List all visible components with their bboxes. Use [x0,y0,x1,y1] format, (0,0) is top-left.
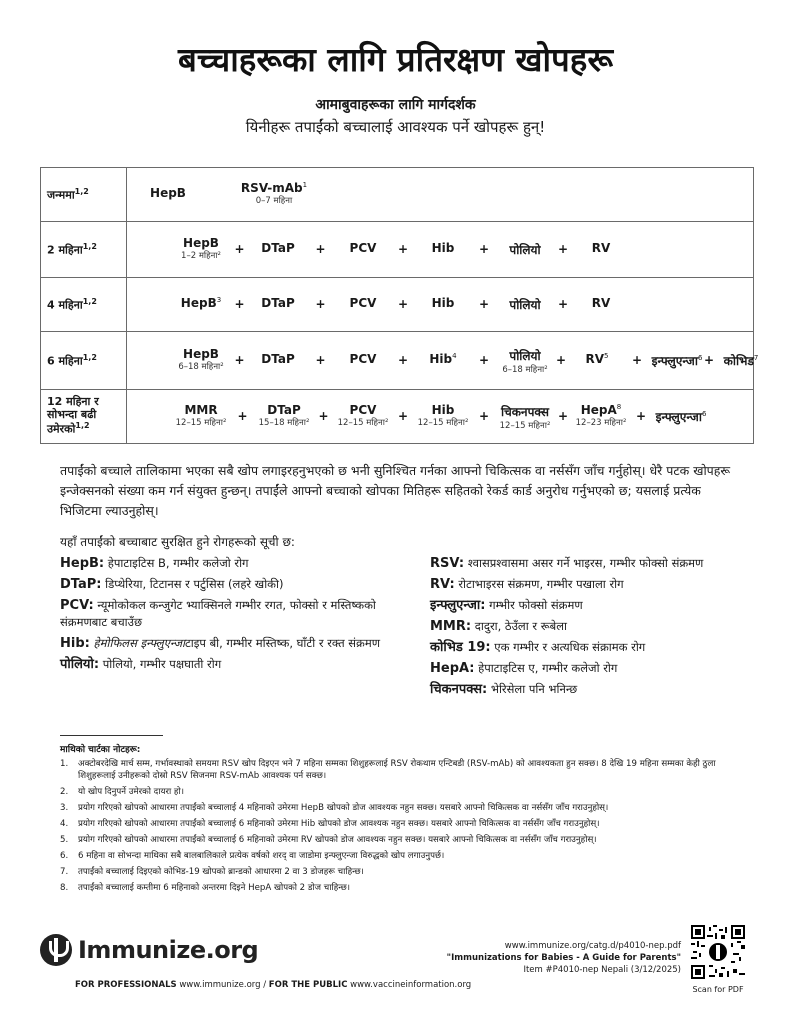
plus-icon: + [237,408,248,423]
vaccine-name: कोभिड [723,354,754,368]
vaccine-name: पोलियो [509,349,541,363]
schedule-row [41,222,753,278]
notes-heading: माथिको चार्टका नोटहरू: [60,745,141,755]
note-text: यो खोप दिनुपर्ने उमेरको दायरा हो। [78,787,184,797]
disease-name: DTaP: [60,577,102,592]
disease-item [430,639,750,656]
page-tagline: यिनीहरू तपाईंको बच्चालाई आवश्यक पर्ने खोपहरू हुन्! [245,118,546,136]
vaccine-age-range: 0–7 महिना [255,196,293,206]
vaccine-cell [586,352,609,366]
age-text: 2 महिना [47,243,83,257]
doc-title: "Immunizations for Babies - A Guide for Parents" [446,953,681,963]
vaccine-name: PCV [349,402,377,417]
vaccine-cell [656,408,707,425]
vaccine-cell [181,296,221,310]
disease-item [60,635,385,652]
vaccine-footnote: 8 [616,402,622,411]
plus-icon: + [478,242,490,256]
vaccine-name: HepB [183,236,219,250]
note-text: तपाईंको बच्चालाई कम्तीमा 6 महिनाको अन्तरमा दिइने HepA खोपको 2 डोज चाहिन्छ। [78,883,350,893]
plus-icon: + [234,297,245,311]
vaccine-name: PCV [349,352,377,366]
vaccine-schedule-table [40,167,759,444]
plus-icon: + [397,242,409,256]
age-label [41,222,127,277]
vaccine-cell [261,296,295,310]
vaccine-cell [350,241,377,255]
page-title: बच्चाहरूका लागि प्रतिरक्षण खोपहरू [178,40,613,79]
note-item [60,834,750,846]
plus-icon: + [315,242,326,256]
vaccine-cell [432,241,455,255]
plus-icon: + [631,353,643,367]
vaccine-name: PCV [349,296,377,310]
disease-item [430,618,750,635]
vaccine-name: RSV-mAb [240,181,303,195]
disease-desc: गम्भीर फोक्सो संक्रमण [489,598,583,612]
vaccine-name: पोलियो [509,298,541,312]
disease-item [60,597,385,631]
disease-name: RSV: [430,556,465,571]
age-text: 4 महिना [47,298,83,312]
vaccine-cell [338,403,389,428]
schedule-row [41,390,753,443]
schedule-row [41,168,753,222]
age-label [41,332,127,389]
vaccine-name: DTaP [261,352,295,366]
plus-icon: + [315,297,326,311]
vaccine-name: PCV [349,241,377,255]
vaccine-cell [241,181,307,206]
vaccine-footnote: 6 [701,409,707,418]
note-item [60,802,750,814]
vaccine-name: Hib [431,296,455,310]
vaccine-name: Hib [431,402,455,417]
vaccine-cell [652,352,703,369]
vaccine-name: DTaP [267,402,301,417]
vaccine-cell [259,403,310,428]
age-footnote: 1,2 [82,241,97,251]
vaccine-footnote: 3 [216,296,222,304]
vaccine-cell [350,352,377,366]
plus-icon: + [234,242,245,256]
disease-desc: श्वासप्रश्वासमा असर गर्ने भाइरस, गम्भीर फोक्सो संक्रमण [467,556,704,570]
note-text: 6 महिना वा सोभन्दा माथिका सबै बालबालिकाले प्रत्येक वर्षको शरद् वा जाडोमा इन्फ्लुएन्जा विरुद्धको खोप लगाउनुपर्छ। [78,851,445,861]
vaccine-name: RV [591,241,611,255]
plus-icon: + [234,353,245,367]
vaccine-name: RV [585,352,605,366]
vaccine-age-range: 6–18 महिना² [178,362,224,372]
vaccine-name: DTaP [261,296,295,310]
vaccine-name: MMR [184,402,218,417]
age-footnote: 1,2 [74,186,89,196]
vaccine-cell [432,296,455,310]
notes-divider [60,735,163,736]
vaccine-footnote: 5 [604,352,609,360]
vaccine-cell [350,296,377,310]
qr-label: Scan for PDF [692,985,744,994]
disease-name: HepA: [430,661,475,676]
vaccine-cell [176,403,227,428]
age-footnote: 1,2 [82,352,97,362]
disease-item [430,576,750,593]
logo-text: Immunize.org [78,936,259,964]
note-item [60,758,750,782]
vaccine-name: HepB [150,186,186,200]
disease-desc: डिप्थेरिया, टिटानस र पर्टुसिस (लहरे खोकी) [105,577,284,591]
vaccine-age-range: 12–15 महिना² [175,417,227,428]
pro-link[interactable]: www.immunize.org [179,980,261,990]
note-item [60,866,750,878]
disease-name: PCV: [60,598,94,613]
doc-item: Item #P4010-nep Nepali (3/12/2025) [523,965,681,975]
doc-url[interactable]: www.immunize.org/catg.d/p4010-nep.pdf [504,941,681,951]
disease-desc: हेपाटाइटिस B, गम्भीर कलेजो रोग [107,556,249,570]
vaccine-cell [592,241,611,255]
plus-icon: + [478,353,490,367]
plus-icon: + [315,353,326,367]
vaccine-name: Hib [429,352,453,366]
vaccine-age-range: 15–18 महिना² [258,417,310,428]
public-label: FOR THE PUBLIC [268,980,348,990]
age-label [41,390,127,443]
vaccine-footnote: 4 [452,352,457,360]
vaccine-age-range: 12–15 महिना² [417,417,469,428]
vaccine-name: DTaP [261,241,295,255]
note-number: 7. [60,867,69,877]
disease-name: RV: [430,577,455,592]
note-number: 2. [60,787,69,797]
note-number: 8. [60,883,69,893]
vaccine-footnote: 7 [753,354,759,362]
vaccine-age-range: 1–2 महिना² [181,251,221,261]
disease-name: MMR: [430,619,472,634]
vaccine-name: चिकनपक्स [500,404,549,419]
plus-icon: + [555,353,567,367]
schedule-row [41,332,759,390]
age-text: 12 महिना र सोभन्दा बढी उमेरको [47,395,99,437]
vaccine-cell [181,236,221,261]
diseases-list-left [60,555,385,677]
disease-item [60,576,385,593]
plus-icon: + [478,408,490,423]
note-text: तपाईंको बच्चालाई दिइएको कोभिड-19 खोपको ब्रान्डको आधारमा 2 वा 3 डोजहरू चाहिन्छ। [78,867,364,877]
plus-icon: + [635,408,647,423]
disease-desc: न्यूमोकोकल कन्जुगेट भ्याक्सिनले गम्भीर रगत, फोक्सो र मस्तिष्कको संक्रमणबाट बचाउँछ [60,598,376,629]
disease-item [430,597,750,614]
vaccine-cell [429,352,456,366]
note-item [60,882,750,894]
disease-desc: टाइप बी, गम्भीर मस्तिष्क, घाँटी र रक्त संक्रमण [184,636,381,650]
disease-desc: रोटाभाइरस संक्रमण, गम्भीर पखाला रोग [458,577,624,591]
diseases-list-right [430,555,750,702]
vaccine-age-range: 12–15 महिना² [499,420,551,431]
disease-name: HepB: [60,556,105,571]
disease-name: चिकनपक्स: [430,682,488,697]
footer-separator: / [263,980,267,990]
plus-icon: + [397,353,409,367]
vaccine-cell [509,241,540,258]
vaccine-cell [150,186,186,200]
vaccine-cell [592,296,611,310]
vaccine-age-range: 6–18 महिना² [502,365,548,375]
vaccine-cell [509,296,540,313]
note-number: 3. [60,803,69,813]
vaccine-name: RV [591,296,611,310]
plus-icon: + [318,408,329,423]
note-text: अक्टोबरदेखि मार्च सम्म, गर्भावस्थाको समयमा RSV खोप दिइएन भने 7 महिना सम्मका शिशुहरूलाई RSV रोकथाम एन्टिबडी (RSV-mAb) को आवश्यकता हुन सक्छ। 8 देखि 19 महिना सम्मका केही ठुला शिशुहरूलाई उनीहरूको दोस्रो RSV सिजनमा RSV-mAb आवश्यक पर्न सक्छ। [78,759,716,781]
note-item [60,786,750,798]
note-text: प्रयोग गरिएको खोपको आधारमा तपाईंको बच्चालाई 6 महिनाको उमेरमा Hib खोपको डोज आवश्यक नहुन सक्छ। यसबारे आफ्नो चिकित्सक वा नर्ससँग जाँच गराउनुहोस्। [78,819,600,829]
page-subtitle: आमाबुवाहरूका लागि मार्गदर्शक [315,97,476,113]
plus-icon: + [397,297,409,311]
vaccine-cell [418,403,469,428]
note-text: प्रयोग गरिएको खोपको आधारमा तपाईंको बच्चालाई 6 महिनाको उमेरमा RV खोपको डोज आवश्यक नहुन सक्छ। यसबारे आफ्नो चिकित्सक वा नर्ससँग जाँच गराउनुहोस्। [78,835,597,845]
schedule-row [41,278,753,332]
disease-name: Hib: [60,636,90,651]
plus-icon: + [557,297,569,311]
vaccine-name: HepB [183,347,219,361]
vaccine-cell [261,241,295,255]
disease-item [430,555,750,572]
doc-info [447,940,681,976]
vaccine-cell [502,347,547,375]
age-text: 6 महिना [47,354,83,368]
disease-desc: भेरिसेला पनि भनिन्छ [490,682,578,696]
vaccine-name: इन्फ्लुएन्जा [655,409,702,424]
diseases-intro: यहाँ तपाईंको बच्चाबाट सुरक्षित हुने रोगहरूको सूची छ: [60,535,295,549]
vaccine-cell [500,403,551,431]
disease-item [430,681,750,698]
note-text: प्रयोग गरिएको खोपको आधारमा तपाईंको बच्चालाई 4 महिनाको उमेरमा HepB खोपको डोज आवश्यक नहुन सक्छ। यसबारे आफ्नो चिकित्सक वा नर्ससँग जाँच गराउनुहोस्। [78,803,609,813]
immunize-logo-icon [40,934,72,966]
advice-paragraph: तपाईंको बच्चाले तालिकामा भएका सबै खोप लगाइरहनुभएको छ भनी सुनिश्चित गर्नका आफ्नो चिकित्सक वा नर्ससँग जाँच गर्नुहोस्। धेरै पटक खोपहरू इन्जेक्सनको संख्या कम गर्न संयुक्त हुन्छन्। तपाईंले आफ्नो बच्चाको खोपका मितिहरू सहितको रेकर्ड कार्ड अनुरोध गर्नुभएको छ; यसलाई प्रत्येक भिजिटमा ल्याउनुहोस्। [60,463,731,518]
vaccine-cell [576,403,627,428]
vaccine-name: इन्फ्लुएन्जा [651,354,698,368]
plus-icon: + [703,353,715,367]
vaccine-age-range: 12–23 महिना² [575,417,627,428]
footer-links [75,980,471,990]
disease-desc: दादुरा, ठेउँला र रूबेला [474,619,567,633]
plus-icon: + [557,408,569,423]
age-label [41,278,127,331]
vaccine-name: Hib [431,241,455,255]
age-footnote: 1,2 [82,296,97,306]
disease-desc-italic: हेमोफिलस इन्फ्लुएन्जा [93,636,185,650]
vaccine-age-range: 12–15 महिना² [337,417,389,428]
age-text: जन्ममा [47,188,75,202]
disease-desc: पोलियो, गम्भीर पक्षघाती रोग [102,657,222,671]
note-item [60,850,750,862]
notes-list [60,758,750,898]
plus-icon: + [557,242,569,256]
pro-label: FOR PROFESSIONALS [75,980,177,990]
note-number: 5. [60,835,69,845]
disease-item [430,660,750,677]
note-number: 4. [60,819,69,829]
vaccine-name: HepA [580,402,617,417]
note-item [60,818,750,830]
age-label [41,168,127,221]
disease-item [60,555,385,572]
vaccine-name: पोलियो [509,243,541,257]
vaccine-name: HepB [180,296,217,310]
plus-icon: + [397,408,409,423]
note-number: 6. [60,851,69,861]
immunize-logo [40,934,258,966]
vaccine-footnote: 1 [302,181,308,189]
plus-icon: + [478,297,490,311]
disease-item [60,656,385,673]
vaccine-footnote: 6 [697,354,703,362]
vaccine-cell [178,347,223,372]
disease-desc: हेपाटाइटिस ए, गम्भीर कलेजो रोग [478,661,618,675]
qr-code-icon[interactable] [691,925,745,979]
note-number: 1. [60,759,69,769]
vaccine-cell [724,352,759,369]
vaccine-cell [261,352,295,366]
disease-name: कोभिड 19: [430,640,491,655]
age-footnote: 1,2 [75,421,90,431]
public-link[interactable]: www.vaccineinformation.org [350,980,472,990]
disease-desc: एक गम्भीर र अत्यधिक संक्रामक रोग [494,640,646,654]
disease-name: इन्फ्लुएन्जा: [430,598,486,613]
disease-name: पोलियो: [60,657,100,672]
